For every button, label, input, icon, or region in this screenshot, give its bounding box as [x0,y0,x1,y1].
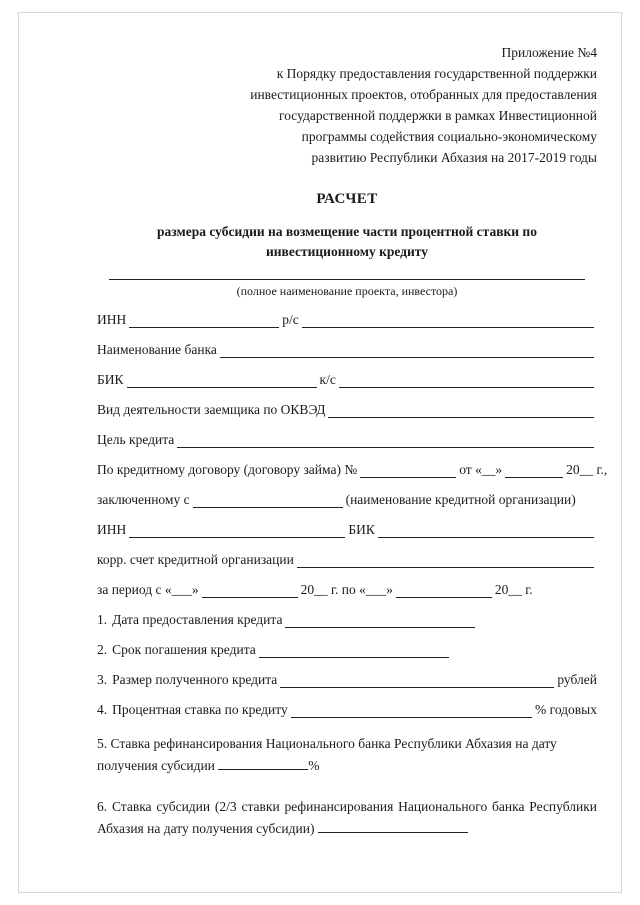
item-3-number: 3. [97,672,108,688]
item-1-label: Дата предоставления кредита [112,612,283,628]
item-5-suffix: % [308,757,320,773]
field-credit-purpose [97,433,597,448]
period-from-label: за период с «___» [97,582,199,598]
okved-input[interactable] [328,403,594,418]
header-block [97,43,597,169]
bank-name-input[interactable] [220,343,594,358]
field-okved [97,403,597,418]
item-row-2 [97,643,597,658]
header-line-6: развитию Республики Абхазия на 2017-2019 годы [311,149,597,165]
org-bik-label: БИК [348,522,375,538]
header-line-2: к Порядку предоставления государственной поддержки [276,65,597,81]
item-row-3 [97,673,597,688]
item-row-6 [97,796,597,839]
org-inn-label: ИНН [97,522,127,538]
item-6-number: 6. [97,799,108,815]
contract-date-label: от «__» [459,462,503,478]
ks-input[interactable] [339,373,594,388]
item-5-number: 5. [97,736,108,752]
org-inn-input[interactable] [129,523,345,538]
item-row-5 [97,733,597,776]
rs-label: р/с [282,312,299,328]
document-content [97,43,608,853]
field-inn-rs [97,313,597,328]
credit-purpose-input[interactable] [177,433,594,448]
item-5-label: Ставка рефинансирования Национального банка Республики Абхазия на дату получения субсидии [97,736,557,773]
field-bik-ks [97,373,597,388]
document-title: РАСЧЕТ [316,190,378,207]
item-4-input[interactable] [291,703,532,718]
credit-organization-caption: (наименование кредитной организации) [345,492,576,508]
period-from-month-input[interactable] [202,583,298,598]
inn-input[interactable] [129,313,279,328]
credit-organization-input[interactable] [193,493,343,508]
project-name-rule [109,278,585,280]
item-5-input[interactable] [218,756,308,770]
item-3-input[interactable] [280,673,554,688]
bank-name-label: Наименование банка [97,342,217,358]
contract-month-input[interactable] [505,463,563,478]
project-name-blank [97,278,597,280]
credit-purpose-label: Цель кредита [97,432,175,448]
item-6-label: Ставка субсидии (2/3 ставки рефинансирования Национального банка Республики Абхазия на дату получения субсидии) [97,799,598,836]
bik-input[interactable] [127,373,317,388]
period-to-label: 20__ г. по «___» [300,582,393,598]
header-line-4: государственной поддержки в рамках Инвестиционной [279,107,597,123]
field-contract-line1 [97,462,608,478]
item-3-suffix: рублей [557,672,597,688]
org-bik-input[interactable] [378,523,594,538]
ks-label: к/с [319,372,336,388]
inn-label: ИНН [97,312,127,328]
item-4-suffix: % годовых [535,702,597,718]
header-line-3: инвестиционных проектов, отобранных для предоставления [250,86,597,102]
item-1-input[interactable] [285,613,475,628]
contract-year-label: 20__ г., [566,462,608,478]
item-4-label: Процентная ставка по кредиту [112,702,288,718]
contract-number-input[interactable] [360,463,456,478]
concluded-with-label: заключенному с [97,492,190,508]
field-period [97,583,597,598]
header-line-1: Приложение №4 [501,45,597,60]
field-org-inn-bik [97,523,597,538]
item-2-number: 2. [97,642,108,658]
corr-account-label: корр. счет кредитной организации [97,552,294,568]
bik-label: БИК [97,372,124,388]
item-row-4 [97,703,597,718]
item-row-1 [97,613,597,628]
corr-account-input[interactable] [297,553,594,568]
header-line-5: программы содействия социально-экономическому [301,128,597,144]
field-contract-line2 [97,493,597,508]
document-subtitle: размера субсидии на возмещение части процентной ставки по инвестиционному кредиту [157,223,537,259]
okved-label: Вид деятельности заемщика по ОКВЭД [97,402,326,418]
contract-label: По кредитному договору (договору займа) № [97,462,358,478]
item-1-number: 1. [97,612,108,628]
item-4-number: 4. [97,702,108,718]
item-6-input[interactable] [318,819,468,833]
rs-input[interactable] [302,313,594,328]
paper-sheet [18,12,622,893]
item-2-input[interactable] [259,643,449,658]
form-fields [97,312,608,839]
item-3-label: Размер полученного кредита [112,672,278,688]
project-name-caption: (полное наименование проекта, инвестора) [236,284,458,299]
period-end-label: 20__ г. [494,582,533,598]
item-2-label: Срок погашения кредита [112,642,256,658]
period-to-month-input[interactable] [396,583,492,598]
field-bank-name [97,343,597,358]
field-corr-account [97,553,597,568]
